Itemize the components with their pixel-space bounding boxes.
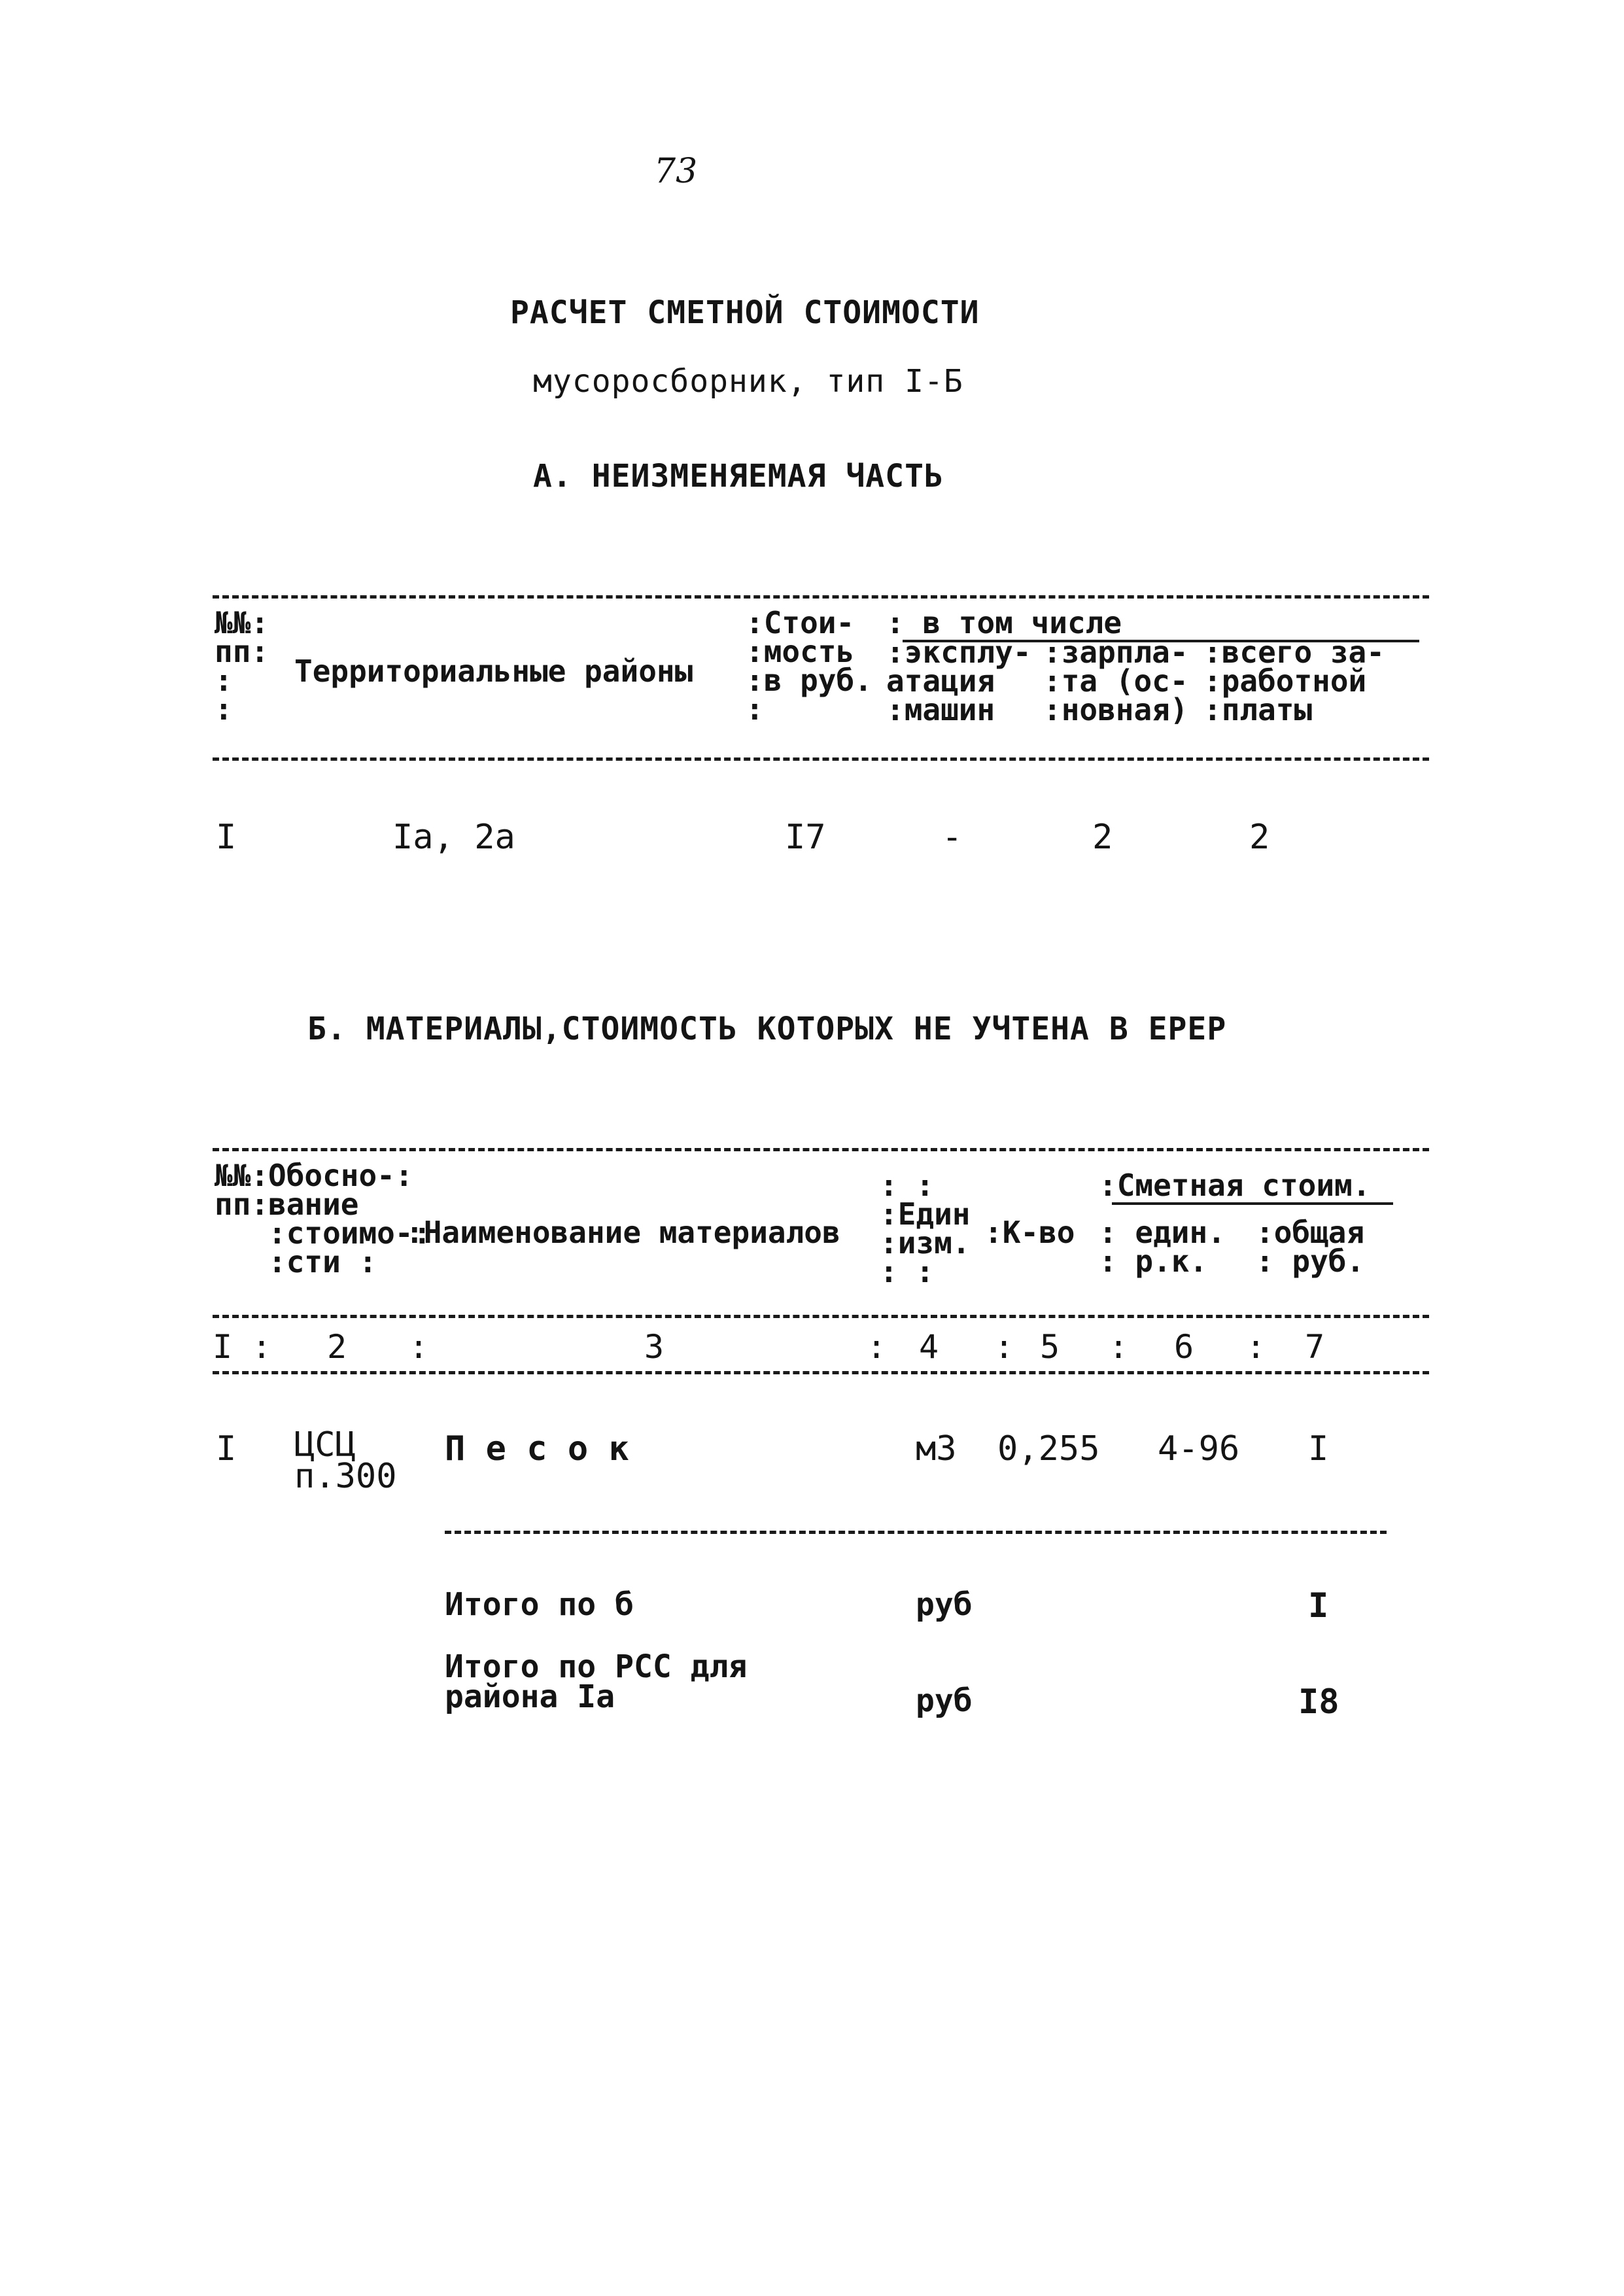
table-b-row-basis: ЦСЦ п.300 bbox=[294, 1425, 397, 1496]
document-title: РАСЧЕТ СМЕТНОЙ СТОИМОСТИ bbox=[510, 294, 980, 331]
table-a-col-num: №№: пп: : : bbox=[215, 605, 269, 727]
table-a-row-exploitation: - bbox=[942, 818, 963, 857]
total-section-b-value: I bbox=[1308, 1586, 1329, 1626]
table-a-col-including: : в том числе bbox=[886, 605, 1122, 640]
table-b-row-qty: 0,255 bbox=[997, 1429, 1100, 1469]
document-subtitle: мусоросборник, тип I-Б bbox=[533, 363, 963, 400]
table-b-col-basis: Обосно-: вание :стоимо-: :сти : bbox=[268, 1158, 432, 1279]
table-b-column-numbers: I : 2 : 3 : 4 : 5 : 6 : 7 bbox=[213, 1328, 1429, 1374]
table-a-row-cost: I7 bbox=[785, 818, 826, 857]
table-a-row-region: Iа, 2а bbox=[392, 818, 515, 857]
table-a-top-rule bbox=[213, 595, 1429, 599]
table-b-header-rule bbox=[213, 1315, 1429, 1318]
table-a-header-rule bbox=[213, 757, 1429, 761]
table-b-col-qty: :К-во bbox=[984, 1215, 1075, 1250]
table-a-col-total-wage: :всего за- :работной :платы bbox=[1203, 635, 1385, 727]
table-b-col-num: №№: пп: bbox=[215, 1158, 269, 1222]
total-rss-label: Итого по РСС для района Iа bbox=[445, 1648, 748, 1715]
table-a-row-wage: 2 bbox=[1092, 818, 1113, 857]
total-section-b-unit: руб bbox=[916, 1586, 973, 1623]
page-number: 73 bbox=[654, 152, 698, 191]
table-b-row-num: I bbox=[216, 1429, 237, 1469]
table-b-row-name: П е с о к bbox=[445, 1429, 629, 1469]
table-b-cost-underline bbox=[1112, 1202, 1393, 1205]
table-a-row-total-wage: 2 bbox=[1249, 818, 1270, 857]
section-a-heading: А. НЕИЗМЕНЯЕМАЯ ЧАСТЬ bbox=[533, 458, 944, 495]
table-b-col-unit-cost: : един. : р.к. bbox=[1099, 1215, 1226, 1279]
table-a-col-region: Территориальные районы bbox=[294, 653, 693, 689]
table-b-totals-rule bbox=[445, 1531, 1387, 1534]
table-a-col-wage: :зарпла- :та (ос- :новная) bbox=[1043, 635, 1188, 727]
table-b-row-unit-cost: 4-96 bbox=[1158, 1429, 1240, 1469]
table-a-col-cost: :Стои- :мость :в руб. : bbox=[746, 605, 872, 727]
table-b-col-total-cost: :общая : руб. bbox=[1256, 1215, 1365, 1279]
table-a-col-exploitation: :эксплу- атация :машин bbox=[886, 635, 1031, 727]
total-section-b-label: Итого по б bbox=[445, 1586, 634, 1623]
section-b-heading: Б. МАТЕРИАЛЫ,СТОИМОСТЬ КОТОРЫХ НЕ УЧТЕНА В ЕРЕР bbox=[307, 1011, 1227, 1047]
table-b-col-name: :Наименование материалов bbox=[406, 1215, 840, 1250]
total-rss-unit: руб bbox=[916, 1682, 973, 1719]
table-a-row-num: I bbox=[216, 818, 237, 857]
table-b-col-unit: : : :Един :изм. : : bbox=[880, 1168, 971, 1289]
table-b-top-rule bbox=[213, 1148, 1429, 1151]
table-b-row-unit: м3 bbox=[916, 1429, 957, 1469]
table-b-col-cost-group: :Сметная стоим. bbox=[1099, 1168, 1371, 1203]
table-b-row-total-cost: I bbox=[1308, 1429, 1329, 1469]
total-rss-value: I8 bbox=[1298, 1682, 1339, 1722]
